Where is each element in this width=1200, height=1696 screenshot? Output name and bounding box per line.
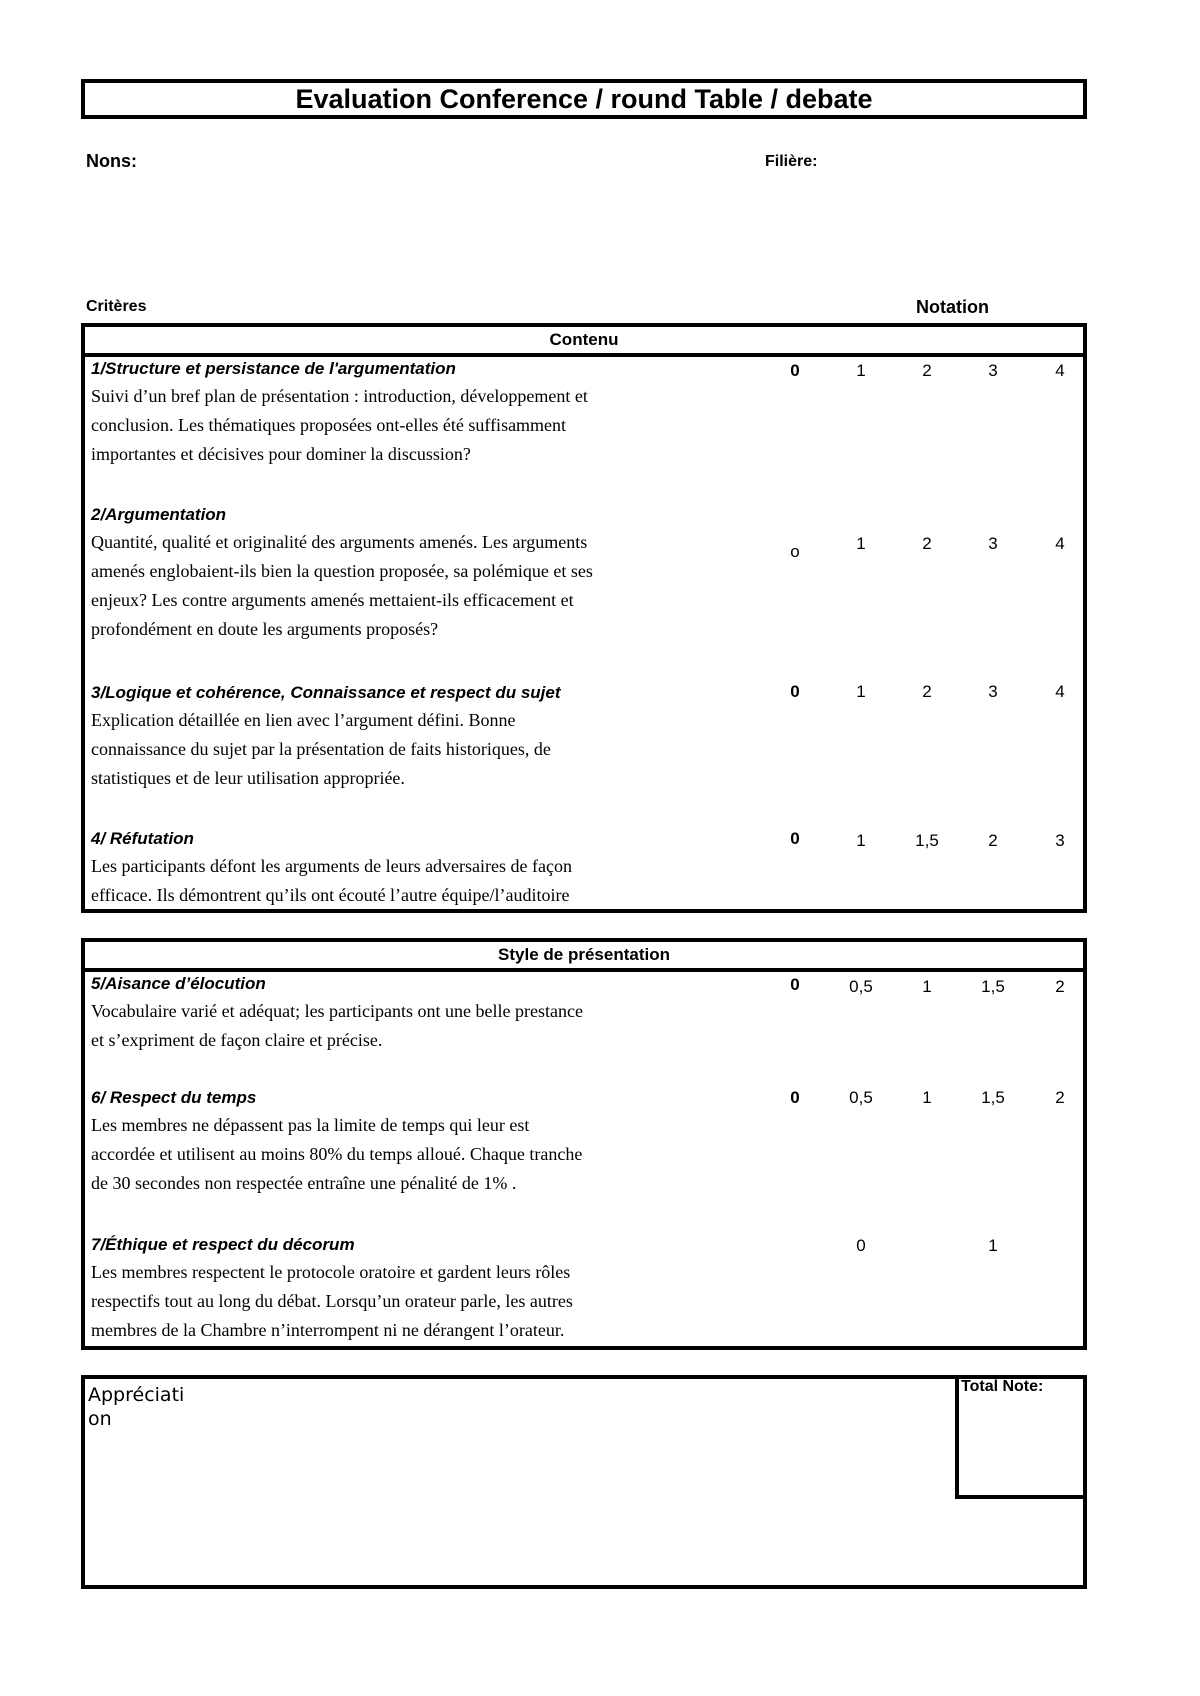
score-option[interactable]: 3 xyxy=(988,682,998,701)
score-option[interactable]: 0 xyxy=(790,975,800,994)
criteres-header: Critères xyxy=(86,298,147,315)
description-line: Les membres ne dépassent pas la limite de temps qui leur est xyxy=(91,1115,530,1135)
criterion-description xyxy=(91,1111,741,1198)
score-option[interactable]: 0 xyxy=(790,1088,800,1107)
style-header: Style de présentation xyxy=(85,942,1083,972)
score-option[interactable]: 0,5 xyxy=(849,977,873,996)
score-option[interactable]: 3 xyxy=(988,361,998,380)
total-note-box[interactable] xyxy=(955,1375,1087,1499)
criterion-title: 7/Éthique et respect du décorum xyxy=(91,1235,355,1254)
filiere-label: Filière: xyxy=(765,153,818,170)
criterion-title: 6/ Respect du temps xyxy=(91,1088,257,1107)
score-option[interactable]: 1 xyxy=(988,1236,998,1255)
criterion-3 xyxy=(91,683,741,793)
criterion-description xyxy=(91,706,741,793)
description-line: profondément en doute les arguments proposés? xyxy=(91,619,439,639)
score-option[interactable]: 2 xyxy=(922,361,932,380)
score-option[interactable]: 0 xyxy=(790,361,800,380)
score-option[interactable]: 0 xyxy=(790,682,800,701)
score-option[interactable]: 3 xyxy=(1055,831,1065,850)
contenu-header: Contenu xyxy=(85,327,1083,357)
score-option[interactable]: 1 xyxy=(856,534,866,553)
description-line: statistiques et de leur utilisation appropriée. xyxy=(91,768,405,788)
score-option[interactable]: 4 xyxy=(1055,534,1065,553)
score-option[interactable]: 2 xyxy=(988,831,998,850)
criterion-description xyxy=(91,997,741,1055)
score-option[interactable]: 1,5 xyxy=(981,1088,1005,1107)
description-line: connaissance du sujet par la présentation de faits historiques, de xyxy=(91,739,551,759)
description-line: Les membres respectent le protocole oratoire et gardent leurs rôles xyxy=(91,1262,571,1282)
total-note-label: Total Note: xyxy=(961,1378,1044,1395)
criterion-title: 1/Structure et persistance de l'argumentation xyxy=(91,359,456,378)
score-option[interactable]: 4 xyxy=(1055,361,1065,380)
score-option[interactable]: 1 xyxy=(922,1088,932,1107)
score-option[interactable]: 1,5 xyxy=(981,977,1005,996)
description-line: respectifs tout au long du débat. Lorsqu’un orateur parle, les autres xyxy=(91,1291,573,1311)
page-title: Evaluation Conference / round Table / debate xyxy=(295,84,873,114)
description-line: Suivi d’un bref plan de présentation : introduction, développement et xyxy=(91,386,588,406)
score-option[interactable]: 2 xyxy=(922,534,932,553)
appreciation-label xyxy=(88,1383,184,1431)
title-box xyxy=(81,79,1087,119)
score-option[interactable]: 2 xyxy=(1055,977,1065,996)
contenu-section xyxy=(81,323,1087,913)
score-option[interactable]: o xyxy=(790,542,800,561)
criterion-1 xyxy=(91,359,741,469)
criterion-2 xyxy=(91,505,741,644)
score-option[interactable]: 4 xyxy=(1055,682,1065,701)
description-line: amenés englobaient-ils bien la question proposée, sa polémique et ses xyxy=(91,561,593,581)
score-option[interactable]: 2 xyxy=(1055,1088,1065,1107)
appreciation-box[interactable] xyxy=(81,1375,1087,1589)
description-line: Vocabulaire varié et adéquat; les participants ont une belle prestance xyxy=(91,1001,583,1021)
score-option[interactable]: 2 xyxy=(922,682,932,701)
description-line: et s’expriment de façon claire et précise. xyxy=(91,1030,383,1050)
score-option[interactable]: 1 xyxy=(856,361,866,380)
score-option[interactable]: 0 xyxy=(790,829,800,848)
description-line: Explication détaillée en lien avec l’argument défini. Bonne xyxy=(91,710,516,730)
description-line: importantes et décisives pour dominer la discussion? xyxy=(91,444,471,464)
description-line: efficace. Ils démontrent qu’ils ont écouté l’autre équipe/l’auditoire xyxy=(91,885,570,905)
description-line: de 30 secondes non respectée entraîne une pénalité de 1% . xyxy=(91,1173,517,1193)
notation-header: Notation xyxy=(916,297,989,317)
description-line: enjeux? Les contre arguments amenés mettaient-ils efficacement et xyxy=(91,590,574,610)
style-section xyxy=(81,938,1087,1350)
description-line: membres de la Chambre n’interrompent ni ne dérangent l’orateur. xyxy=(91,1320,565,1340)
criterion-description xyxy=(91,382,741,469)
criterion-4 xyxy=(91,829,741,910)
appreciation-label-line: Appréciati xyxy=(88,1384,185,1406)
description-line: conclusion. Les thématiques proposées ont-elles été suffisamment xyxy=(91,415,567,435)
criterion-6 xyxy=(91,1088,741,1198)
criterion-5 xyxy=(91,974,741,1055)
criterion-title: 4/ Réfutation xyxy=(91,829,194,848)
score-option[interactable]: 1,5 xyxy=(915,831,939,850)
criterion-title: 2/Argumentation xyxy=(91,505,227,524)
score-option[interactable]: 3 xyxy=(988,534,998,553)
description-line: accordée et utilisent au moins 80% du temps alloué. Chaque tranche xyxy=(91,1144,583,1164)
score-option[interactable]: 0 xyxy=(856,1236,866,1255)
score-option[interactable]: 1 xyxy=(856,831,866,850)
criterion-description xyxy=(91,852,741,910)
score-option[interactable]: 0,5 xyxy=(849,1088,873,1107)
criterion-description xyxy=(91,1258,741,1345)
score-option[interactable]: 1 xyxy=(922,977,932,996)
score-option[interactable]: 1 xyxy=(856,682,866,701)
description-line: Quantité, qualité et originalité des arguments amenés. Les arguments xyxy=(91,532,588,552)
criterion-title: 5/Aisance d’élocution xyxy=(91,974,266,993)
criterion-description xyxy=(91,528,741,644)
criterion-7 xyxy=(91,1235,741,1345)
appreciation-label-line: on xyxy=(88,1408,112,1430)
noms-label: Nons: xyxy=(86,151,137,171)
description-line: Les participants défont les arguments de leurs adversaires de façon xyxy=(91,856,572,876)
criterion-title: 3/Logique et cohérence, Connaissance et respect du sujet xyxy=(91,683,561,702)
